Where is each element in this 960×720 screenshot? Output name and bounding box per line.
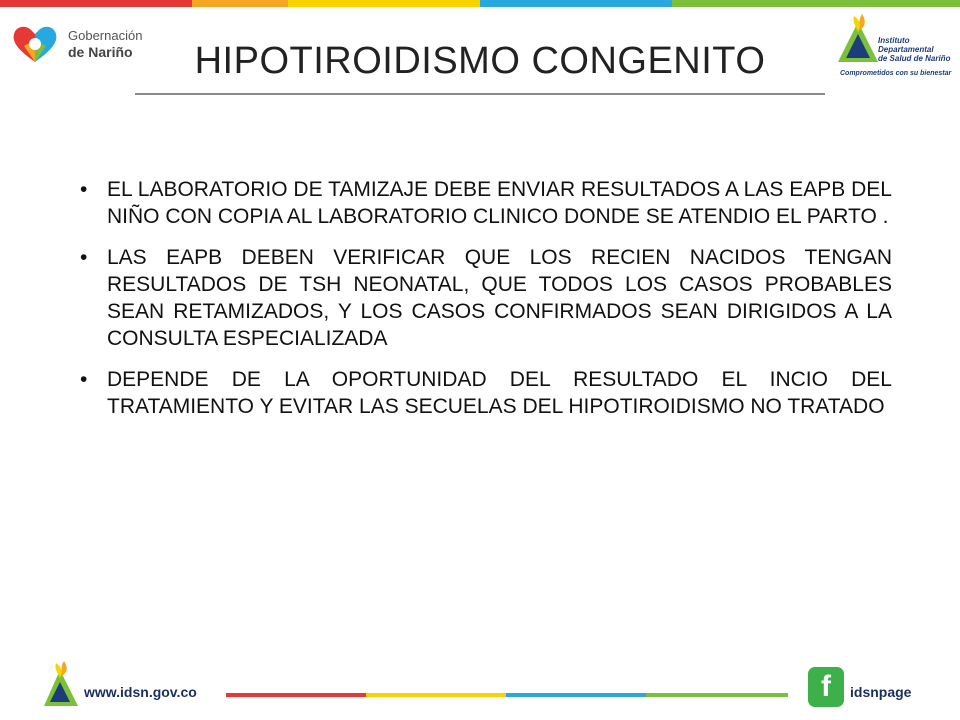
gobernacion-narino-logo [10,22,150,72]
gob-line2: de Nariño [68,44,133,60]
bullet-dot-icon: • [80,246,88,269]
footer-color-strip [226,693,788,697]
gobernacion-text [68,28,142,61]
bullet-text: DEPENDE DE LA OPORTUNIDAD DEL RESULTADO EL INCIO DEL TRATAMIENTO Y EVITAR LAS SECUELAS DEL HIPOTIROIDISMO NO TRATADO [107,368,892,418]
gob-line1: Gobernación [68,28,143,43]
bullet-item [80,176,892,230]
bullet-text: LAS EAPB DEBEN VERIFICAR QUE LOS RECIEN NACIDOS TENGAN RESULTADOS DE TSH NEONATAL, QUE TODOS LOS CASOS PROBABLES SEAN RETAMIZADOS, Y LOS CASOS CONFIRMADOS SEAN DIRIGIDOS A LA CONSULTA ESPECIALIZADA [107,246,892,350]
bullet-dot-icon: • [80,178,88,201]
footer-idsn-logo [42,660,82,710]
bullet-item [80,244,892,352]
idsn-name [878,36,950,63]
bullet-item [80,366,892,420]
facebook-handle[interactable]: idsnpage [850,684,912,700]
heart-icon [10,22,60,66]
idsn-logo [836,12,954,80]
idsn-slogan: Comprometidos con su bienestar [840,70,952,77]
website-link[interactable]: www.idsn.gov.co [84,684,197,700]
idsn-line1: Instituto [878,36,910,45]
page-title: HIPOTIROIDISMO CONGENITO [194,40,766,82]
title-divider [135,93,825,95]
idsn-line2: Departamental [878,45,934,54]
bullet-dot-icon: • [80,368,88,391]
idsn-line3: de Salud de Nariño [878,54,951,63]
bullet-text: EL LABORATORIO DE TAMIZAJE DEBE ENVIAR RESULTADOS A LAS EAPB DEL NIÑO CON COPIA AL LABORATORIO CLINICO DONDE SE ATENDIO EL PARTO . [107,178,892,228]
facebook-icon[interactable]: f [808,667,844,707]
idsn-emblem-icon [42,660,82,710]
top-color-strip [0,0,960,7]
bullet-list [80,176,892,434]
